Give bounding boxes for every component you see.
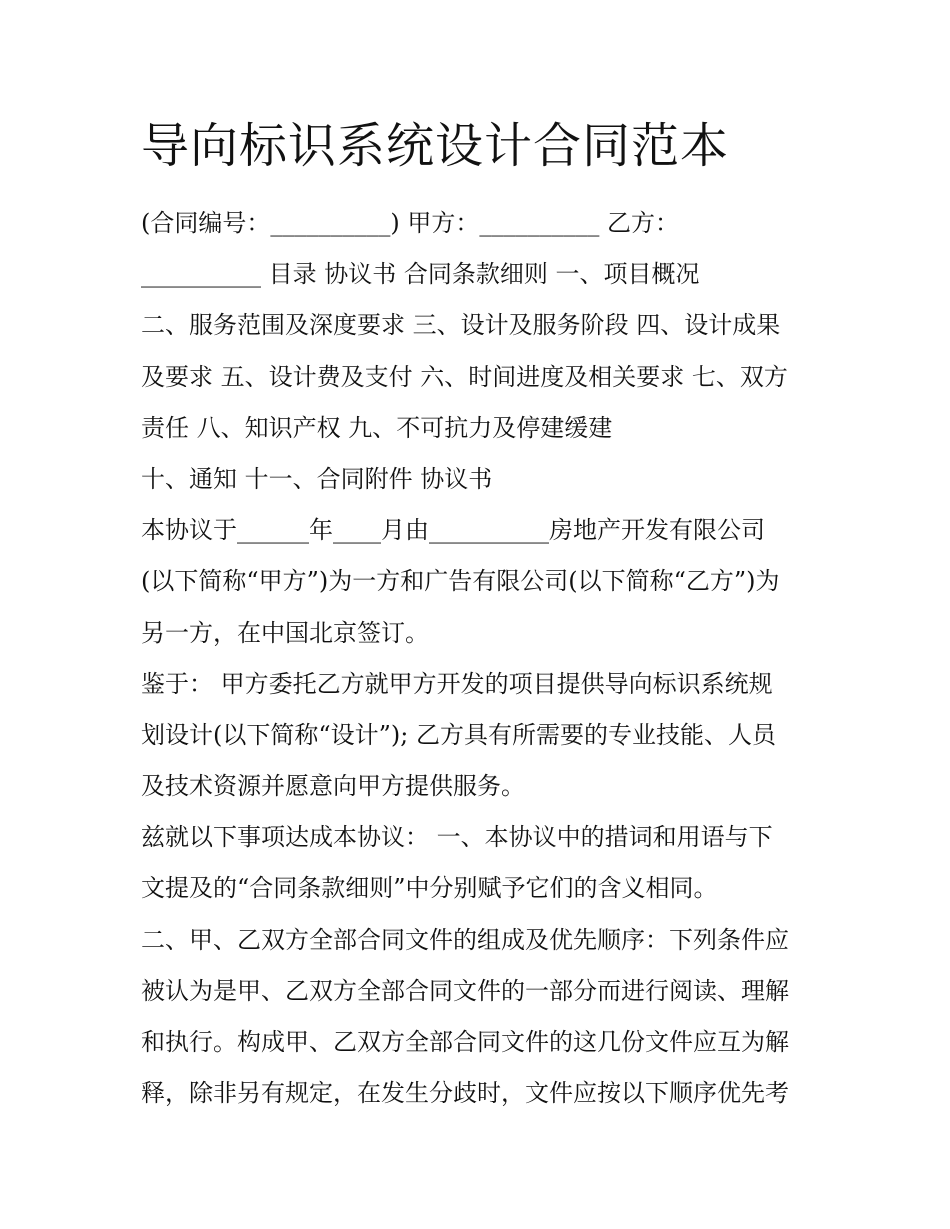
text-line: 责任 八、知识产权 九、不可抗力及停建缓建: [141, 413, 613, 442]
text-line: 及要求 五、设计费及支付 六、时间进度及相关要求 七、双方: [141, 362, 788, 391]
text-line: 十、通知 十一、合同附件 协议书: [141, 464, 493, 493]
text-line: (以下简称“甲方”)为一方和广告有限公司(以下简称“乙方”)为: [141, 567, 780, 596]
text-line: 划设计(以下简称“设计”); 乙方具有所需要的专业技能、人员: [141, 720, 776, 749]
document-body: [141, 198, 821, 1119]
text-line: 和执行。构成甲、乙双方全部合同文件的这几份文件应互为解: [141, 1028, 789, 1056]
text-line: 兹就以下事项达成本协议： 一、本协议中的措词和用语与下: [141, 823, 773, 852]
document-title: 导向标识系统设计合同范本: [141, 118, 730, 174]
text-line: 文提及的“合同条款细则”中分别赋予它们的含义相同。: [141, 874, 718, 903]
text-line: __________ 目录 协议书 合同条款细则 一、项目概况: [141, 260, 700, 289]
text-line: 二、服务范围及深度要求 三、设计及服务阶段 四、设计成果: [141, 311, 781, 340]
text-line: 及技术资源并愿意向甲方提供服务。: [141, 772, 525, 801]
text-line: (合同编号：__________) 甲方：__________ 乙方：: [141, 209, 679, 237]
text-line: 释，除非另有规定，在发生分歧时，文件应按以下顺序优先考: [141, 1079, 789, 1108]
text-line: 本协议于______年____月由__________房地产开发有限公司: [141, 516, 765, 545]
text-line: 二、甲、乙双方全部合同文件的组成及优先顺序：下列条件应: [141, 925, 789, 954]
text-line: 鉴于： 甲方委托乙方就甲方开发的项目提供导向标识系统规: [141, 669, 773, 698]
text-line: 被认为是甲、乙双方全部合同文件的一部分而进行阅读、理解: [141, 976, 789, 1005]
text-line: 另一方，在中国北京签订。: [141, 618, 429, 647]
